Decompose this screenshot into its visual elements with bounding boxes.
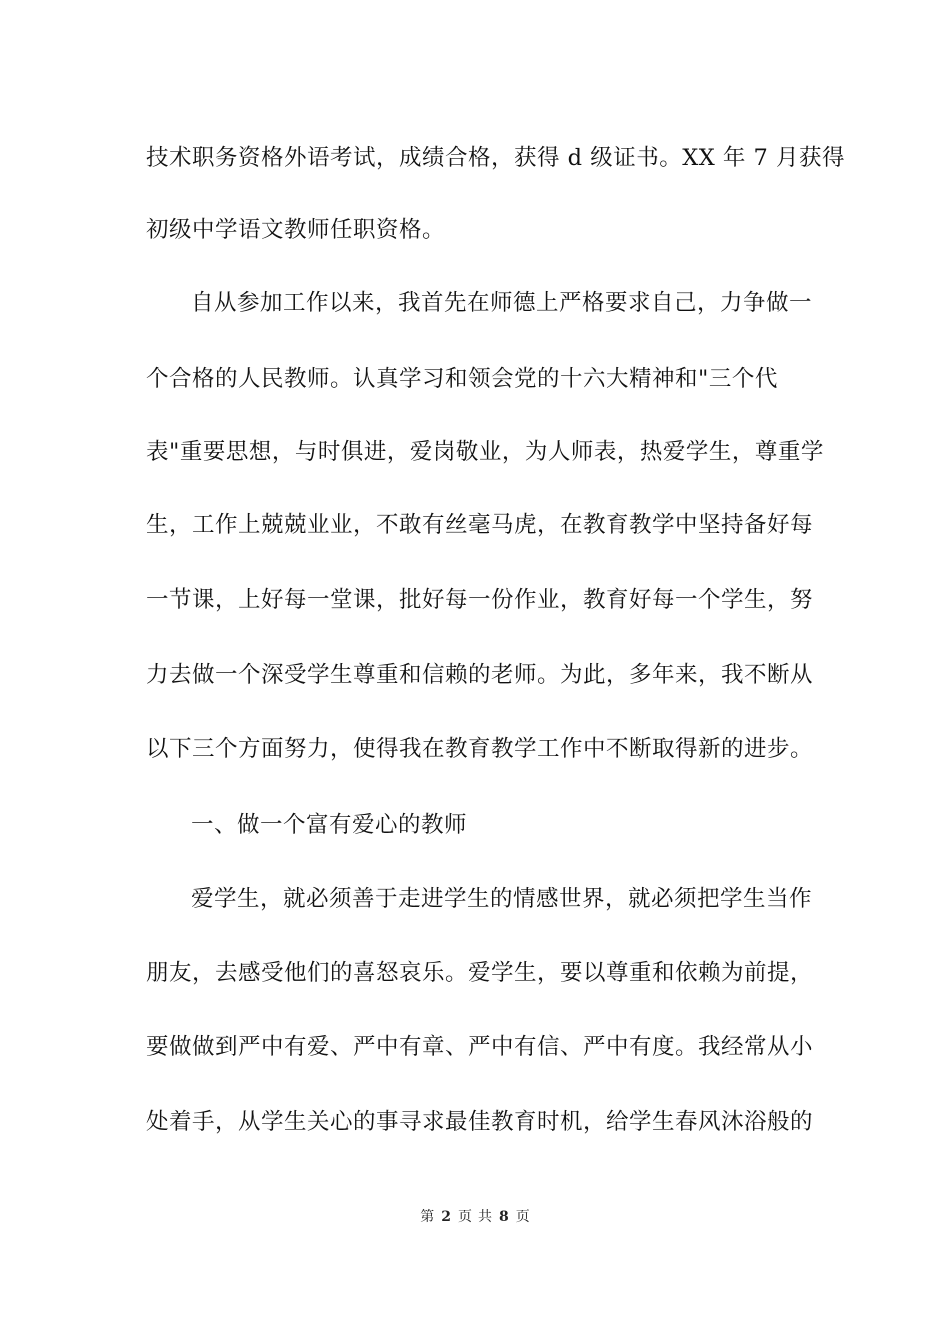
footer-middle-2: 共: [478, 1209, 492, 1225]
page-footer: [0, 1207, 950, 1227]
body-line: 力去做一个深受学生尊重和信赖的老师。为此，多年来，我不断从: [146, 662, 814, 688]
section-heading: 一、做一个富有爱心的教师: [191, 812, 468, 838]
body-line: 以下三个方面努力，使得我在教育教学工作中不断取得新的进步。: [146, 736, 814, 762]
body-line: 表"重要思想，与时俱进，爱岗敬业，为人师表，热爱学生，尊重学: [146, 439, 824, 465]
body-line: 生，工作上兢兢业业，不敢有丝毫马虎，在教育教学中坚持备好每: [146, 512, 814, 538]
footer-middle-1: 页: [458, 1209, 472, 1225]
body-line: 个合格的人民教师。认真学习和领会党的十六大精神和"三个代: [146, 366, 778, 392]
body-line: 处着手，从学生关心的事寻求最佳教育时机，给学生春风沐浴般的: [146, 1109, 814, 1135]
body-line: 一节课，上好每一堂课，批好每一份作业，教育好每一个学生，努: [146, 587, 814, 613]
footer-current-page: 2: [441, 1209, 451, 1225]
paragraph-first-line: 爱学生，就必须善于走进学生的情感世界，就必须把学生当作: [191, 886, 813, 912]
paragraph-first-line: 自从参加工作以来，我首先在师德上严格要求自己，力争做一: [191, 290, 813, 316]
footer-suffix: 页: [515, 1209, 530, 1225]
body-line: 朋友，去感受他们的喜怒哀乐。爱学生，要以尊重和依赖为前提，: [146, 960, 814, 986]
body-line: 初级中学语文教师任职资格。: [146, 217, 446, 243]
body-line: 要做做到严中有爱、严中有章、严中有信、严中有度。我经常从小: [146, 1034, 814, 1060]
footer-total-pages: 8: [499, 1209, 509, 1225]
footer-prefix: 第: [420, 1209, 435, 1225]
body-line: 技术职务资格外语考试，成绩合格，获得 d 级证书。XX 年 7 月获得: [146, 145, 846, 171]
